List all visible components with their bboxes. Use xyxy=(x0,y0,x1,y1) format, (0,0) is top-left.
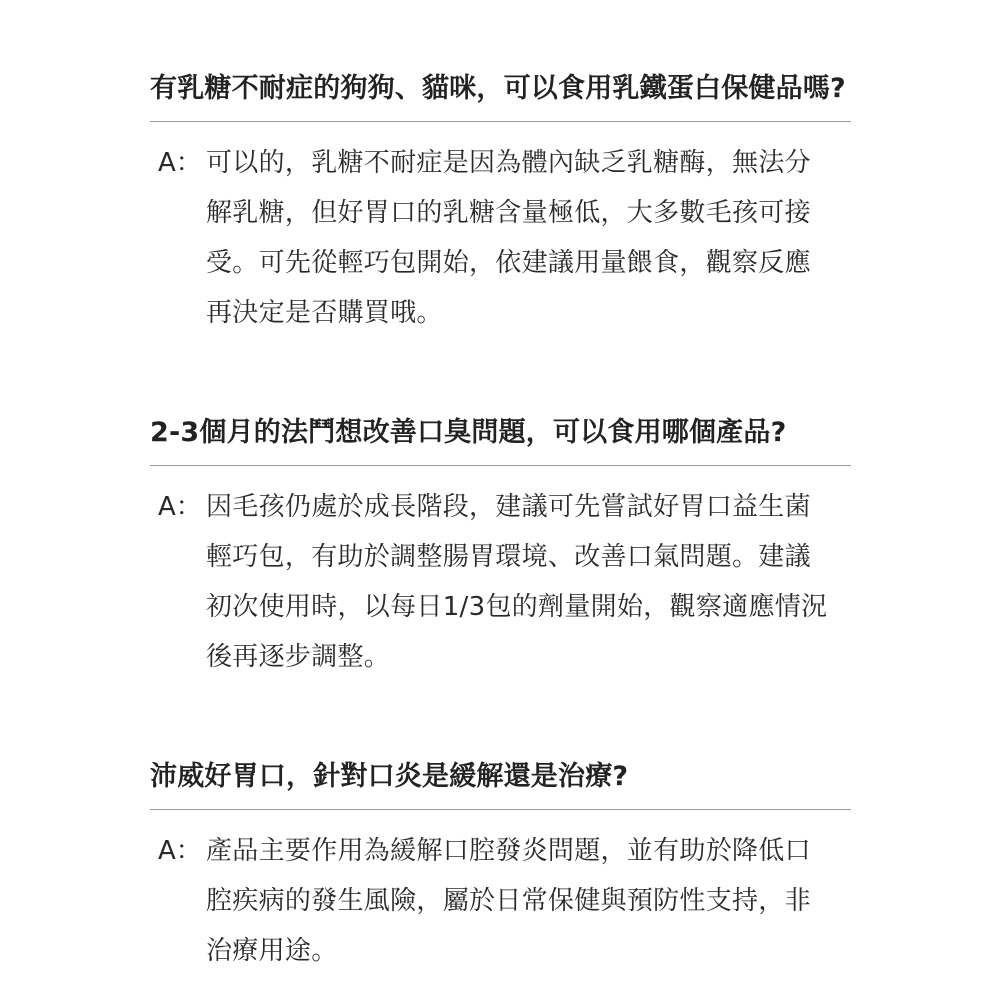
faq-answer xyxy=(150,482,851,702)
answer-line: 後再逐步調整。 xyxy=(206,642,391,672)
answer-line: 受。可先從輕巧包開始，依建議用量餵食，觀察反應 xyxy=(206,248,811,278)
faq-item-2 xyxy=(150,414,851,702)
faq-answer xyxy=(150,826,851,986)
faq-divider xyxy=(150,121,851,122)
faq-question: 沛威好胃口，針對口炎是緩解還是治療? xyxy=(150,761,629,792)
faq-item-1 xyxy=(150,70,851,358)
answer-line: 解乳糖，但好胃口的乳糖含量極低，大多數毛孩可接 xyxy=(206,198,811,228)
answer-mark: A： xyxy=(158,492,202,522)
answer-line: 初次使用時，以每日1/3包的劑量開始，觀察適應情況 xyxy=(206,592,828,622)
answer-line: 治療用途。 xyxy=(206,936,338,966)
faq-question: 2-3個月的法鬥想改善口臭問題，可以食用哪個產品? xyxy=(150,417,787,448)
answer-line: 輕巧包，有助於調整腸胃環境、改善口氣問題。建議 xyxy=(206,542,811,572)
answer-line: 可以的，乳糖不耐症是因為體內缺乏乳糖酶，無法分 xyxy=(206,148,811,178)
faq-item-3 xyxy=(150,758,851,986)
answer-line: 腔疾病的發生風險，屬於日常保健與預防性支持，非 xyxy=(206,886,811,916)
answer-mark: A： xyxy=(158,148,202,178)
answer-line: 因毛孩仍處於成長階段，建議可先嘗試好胃口益生菌 xyxy=(206,492,811,522)
faq-answer xyxy=(150,138,851,358)
faq-divider xyxy=(150,809,851,810)
answer-line: 產品主要作用為緩解口腔發炎問題，並有助於降低口 xyxy=(206,836,811,866)
faq-divider xyxy=(150,465,851,466)
answer-line: 再決定是否購買哦。 xyxy=(206,298,443,328)
faq-question: 有乳糖不耐症的狗狗、貓咪，可以食用乳鐵蛋白保健品嗎? xyxy=(150,73,846,104)
answer-mark: A： xyxy=(158,836,202,866)
